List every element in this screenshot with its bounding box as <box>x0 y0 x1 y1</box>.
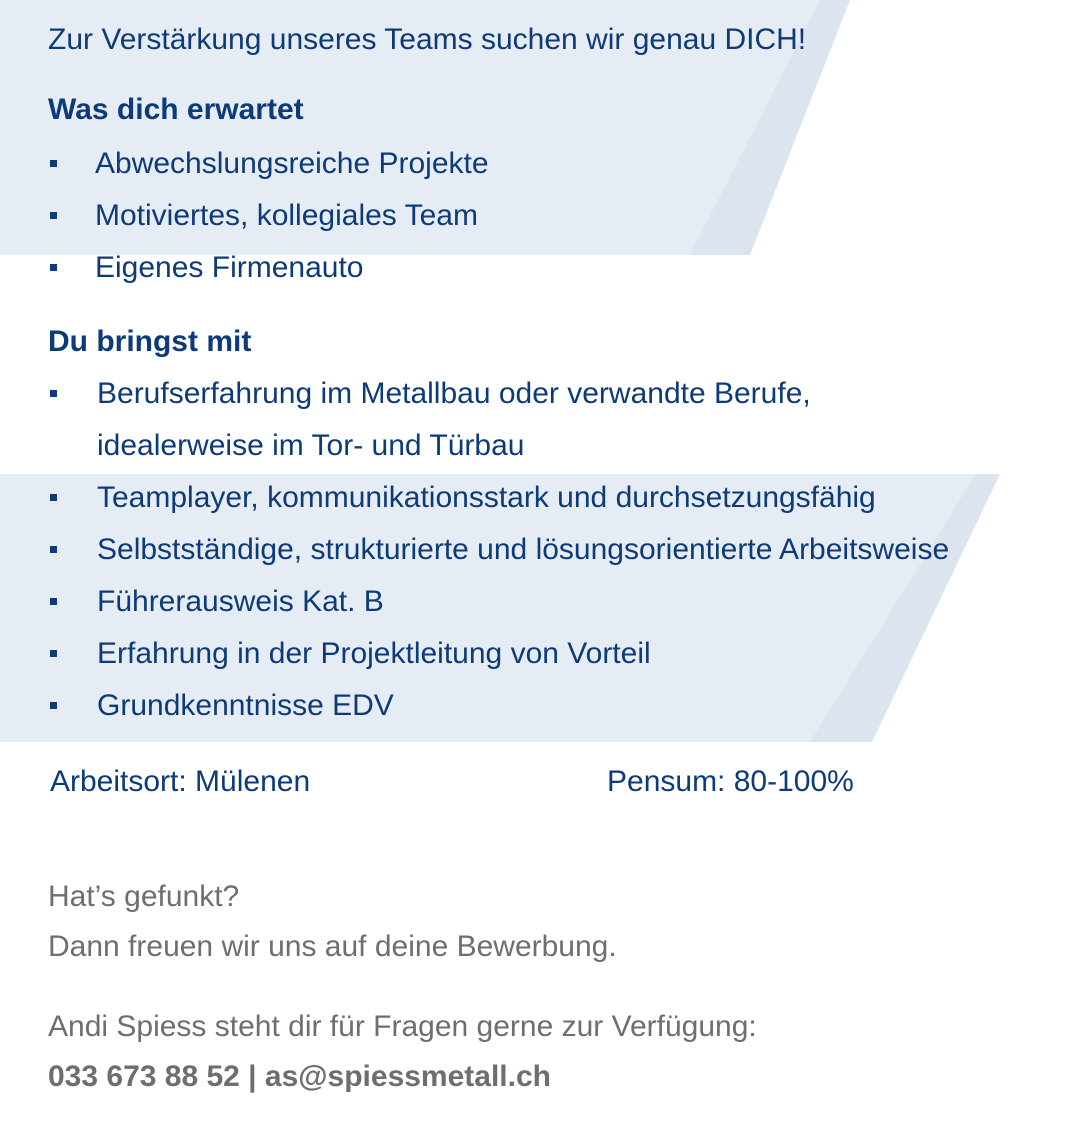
heading-requirements: Du bringst mit <box>48 325 252 358</box>
closing-invite: Dann freuen wir uns auf deine Bewerbung. <box>48 930 617 963</box>
bullet-icon <box>50 264 57 271</box>
bullet-icon <box>50 494 57 501</box>
list-item: Motiviertes, kollegiales Team <box>0 190 489 242</box>
expect-list <box>0 138 489 294</box>
bullet-icon <box>50 598 57 605</box>
workload: Pensum: 80-100% <box>607 765 854 798</box>
list-item: Berufserfahrung im Metallbau oder verwandte Berufe, idealerweise im Tor- und Türbau <box>0 368 949 472</box>
contact-details: 033 673 88 52 | as@spiessmetall.ch <box>48 1060 551 1093</box>
list-item: Teamplayer, kommunikationsstark und durchsetzungsfähig <box>0 472 949 524</box>
heading-expect: Was dich erwartet <box>48 93 304 126</box>
bullet-icon <box>50 212 57 219</box>
contact-intro: Andi Spiess steht dir für Fragen gerne zur Verfügung: <box>48 1010 757 1043</box>
closing-question: Hat’s gefunkt? <box>48 880 240 913</box>
bullet-icon <box>50 650 57 657</box>
requirements-list <box>0 368 949 732</box>
list-item: Erfahrung in der Projektleitung von Vorteil <box>0 628 949 680</box>
bullet-icon <box>50 702 57 709</box>
bullet-icon <box>50 546 57 553</box>
work-location: Arbeitsort: Mülenen <box>50 765 311 798</box>
list-item: Führerausweis Kat. B <box>0 576 949 628</box>
list-item: Abwechslungsreiche Projekte <box>0 138 489 190</box>
list-item: Eigenes Firmenauto <box>0 242 489 294</box>
intro-text: Zur Verstärkung unseres Teams suchen wir genau DICH! <box>48 23 807 56</box>
list-item: Grundkenntnisse EDV <box>0 680 949 732</box>
bullet-icon <box>50 390 57 397</box>
bullet-icon <box>50 160 57 167</box>
list-item: Selbstständige, strukturierte und lösungsorientierte Arbeitsweise <box>0 524 949 576</box>
